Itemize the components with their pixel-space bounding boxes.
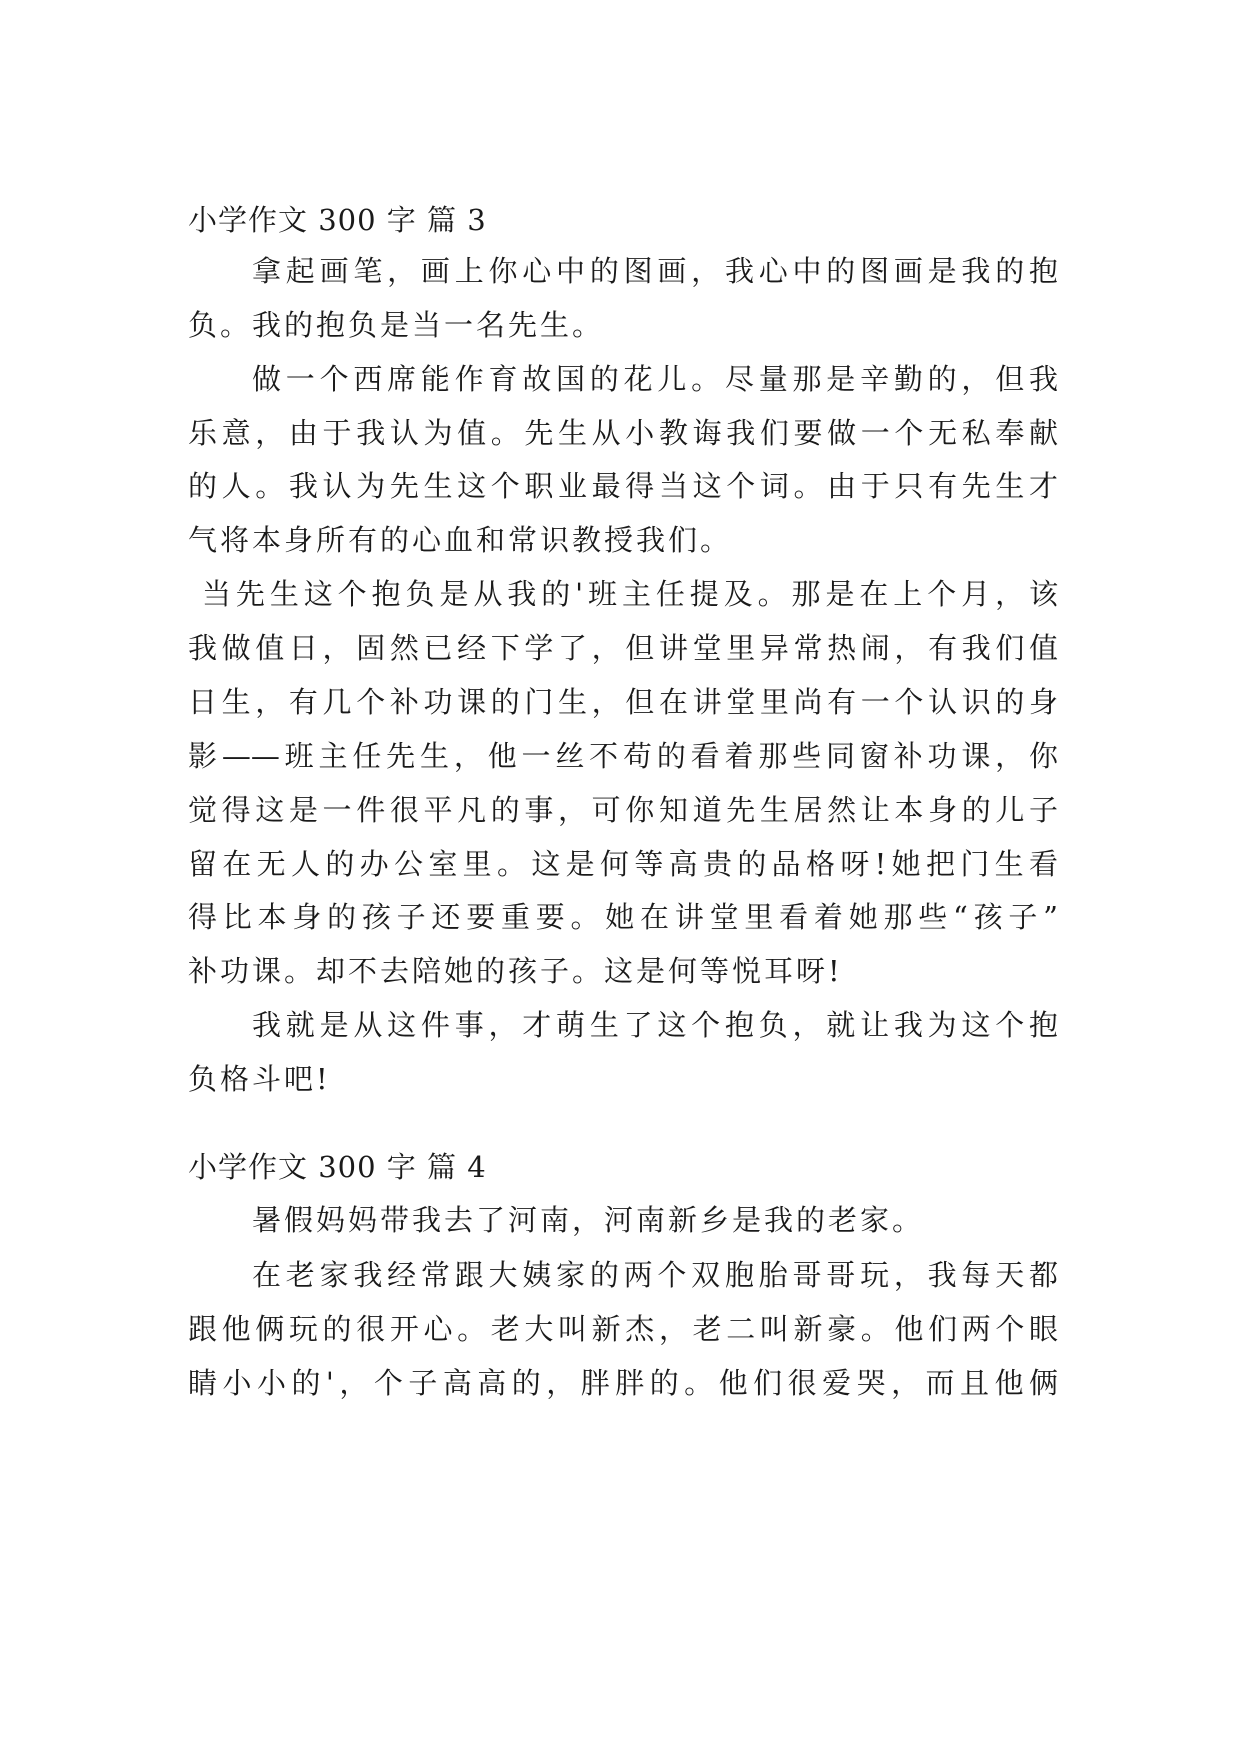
paragraph-line: 在老家我经常跟大姨家的两个双胞胎哥哥玩，我每天都: [252, 1258, 1058, 1292]
paragraph-line: 做一个西席能作育故国的花儿。尽量那是辛勤的，但我: [252, 362, 1058, 396]
paragraph-line: 我做值日，固然已经下学了，但讲堂里异常热闹，有我们值: [188, 631, 1058, 665]
paragraph-line: 跟他俩玩的很开心。老大叫新杰，老二叫新豪。他们两个眼: [188, 1312, 1058, 1346]
essay-heading-4: 小学作文 300 字 篇 4: [188, 1150, 487, 1184]
essay-heading-3: 小学作文 300 字 篇 3: [188, 203, 487, 237]
paragraph-line: 影——班主任先生，他一丝不苟的看着那些同窗补功课，你: [188, 739, 1058, 773]
paragraph-line: 负格斗吧!: [188, 1062, 331, 1096]
paragraph-line: 当先生这个抱负是从我的'班主任提及。那是在上个月，该: [202, 577, 1058, 611]
paragraph-line: 觉得这是一件很平凡的事，可你知道先生居然让本身的儿子: [188, 793, 1058, 827]
paragraph-line: 乐意，由于我认为值。先生从小教诲我们要做一个无私奉献: [188, 416, 1058, 450]
paragraph-line: 暑假妈妈带我去了河南，河南新乡是我的老家。: [252, 1203, 925, 1237]
paragraph-line: 负。我的抱负是当一名先生。: [188, 308, 605, 342]
paragraph-line: 睛小小的'，个子高高的，胖胖的。他们很爱哭，而且他俩: [188, 1366, 1058, 1400]
paragraph-line: 气将本身所有的心血和常识教授我们。: [188, 523, 733, 557]
paragraph-line: 补功课。却不去陪她的孩子。这是何等悦耳呀!: [188, 954, 843, 988]
paragraph-line: 得比本身的孩子还要重要。她在讲堂里看着她那些“孩子”: [188, 900, 1058, 934]
paragraph-line: 留在无人的办公室里。这是何等高贵的品格呀!她把门生看: [188, 847, 1058, 881]
paragraph-line: 我就是从这件事，才萌生了这个抱负，就让我为这个抱: [252, 1008, 1058, 1042]
paragraph-line: 拿起画笔，画上你心中的图画，我心中的图画是我的抱: [252, 254, 1058, 288]
paragraph-line: 的人。我认为先生这个职业最得当这个词。由于只有先生才: [188, 469, 1058, 503]
paragraph-line: 日生，有几个补功课的门生，但在讲堂里尚有一个认识的身: [188, 685, 1058, 719]
